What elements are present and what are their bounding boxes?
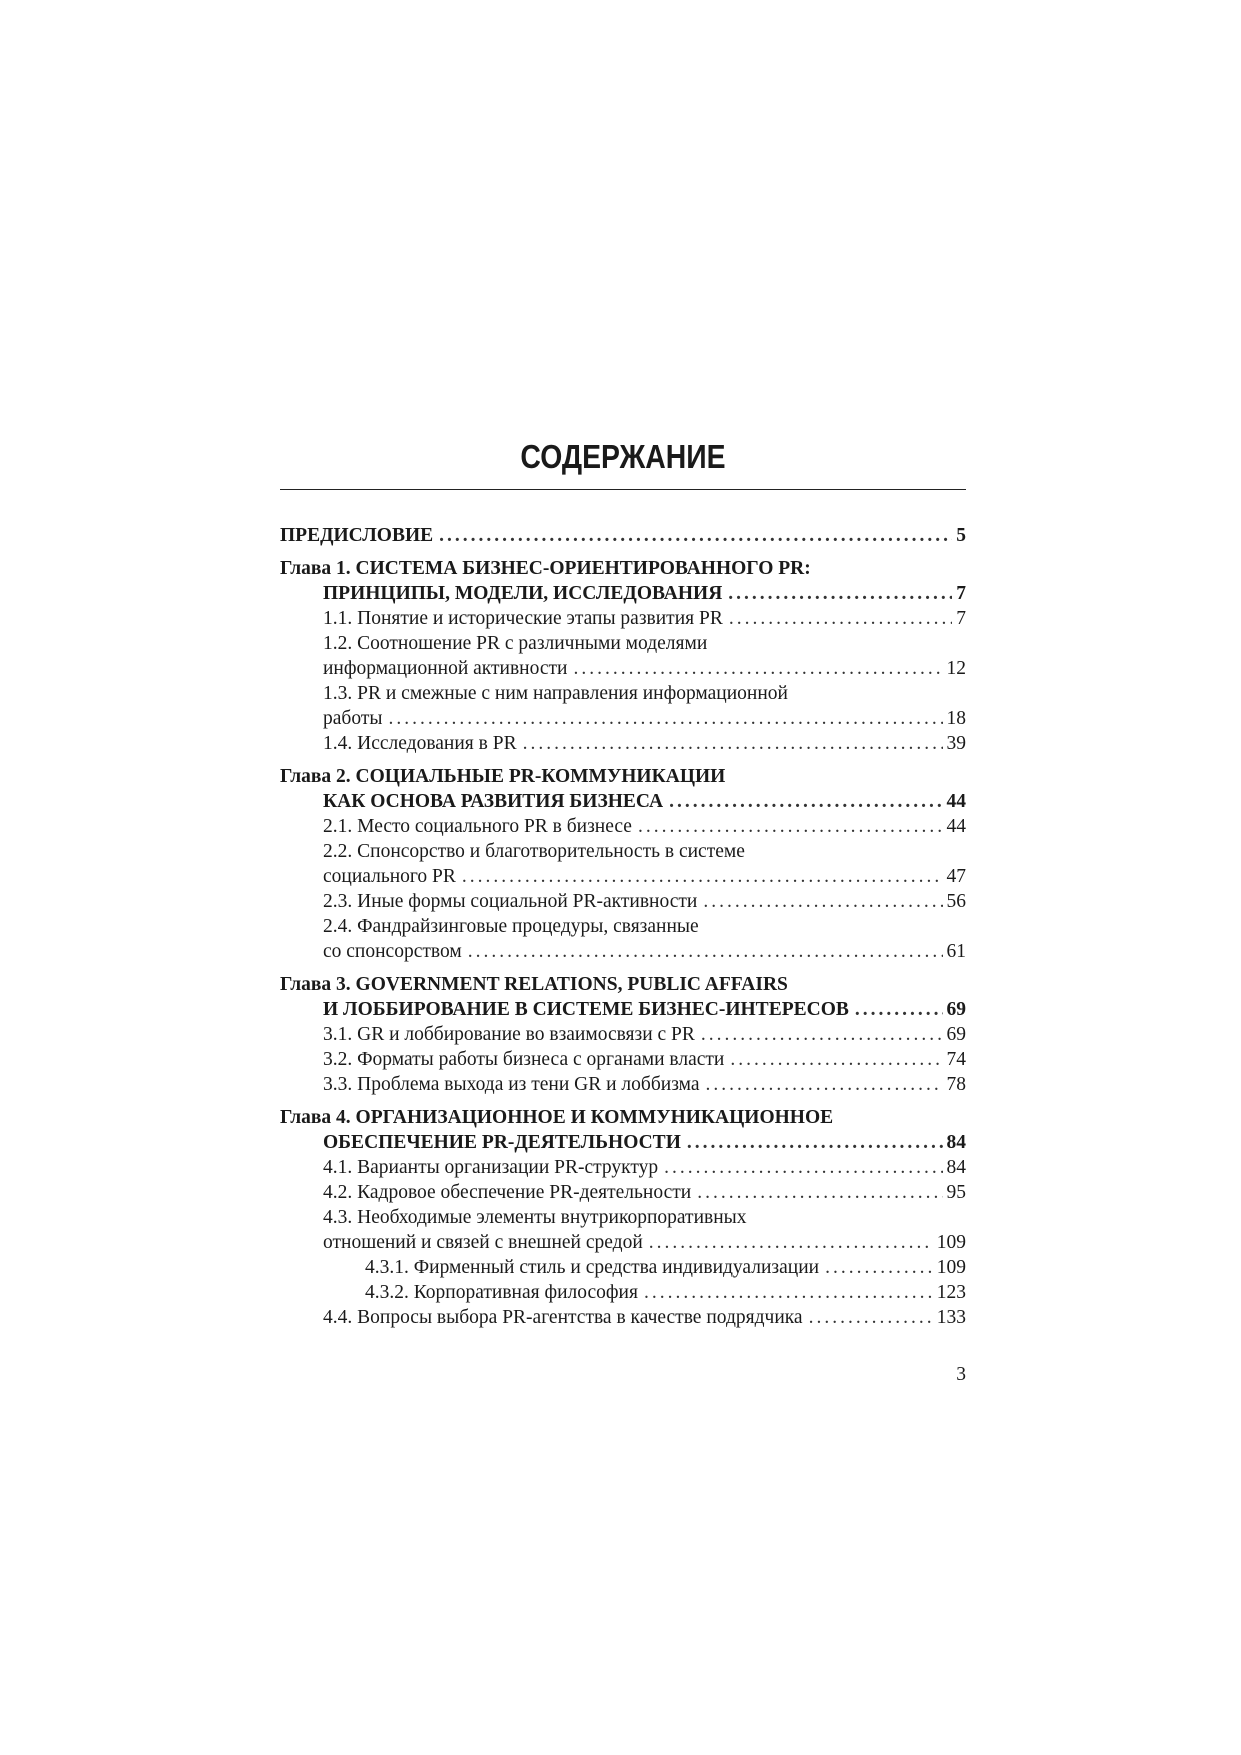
toc-chapter-heading-cont[interactable] bbox=[280, 789, 966, 814]
toc-leader-dots bbox=[730, 1047, 942, 1072]
toc-page-number: 12 bbox=[946, 658, 966, 679]
toc-section[interactable] bbox=[280, 631, 966, 656]
toc-page-number: 84 bbox=[946, 1157, 966, 1178]
toc-section[interactable] bbox=[280, 1047, 966, 1072]
toc-page-number: 5 bbox=[956, 525, 966, 546]
toc-chapter-heading[interactable] bbox=[280, 972, 966, 997]
toc-entry-title: Глава 1. СИСТЕМА БИЗНЕС-ОРИЕНТИРОВАННОГО PR: bbox=[280, 558, 811, 579]
toc-entry-title: 4.3.1. Фирменный стиль и средства индивидуализации bbox=[365, 1257, 820, 1278]
toc-section[interactable] bbox=[280, 889, 966, 914]
toc-page-number: 39 bbox=[946, 733, 966, 754]
toc-leader-dots bbox=[468, 939, 943, 964]
toc-leader-dots bbox=[825, 1255, 933, 1280]
toc-leader-dots bbox=[701, 1022, 943, 1047]
toc-page-number: 7 bbox=[956, 608, 966, 629]
toc-leader-dots bbox=[462, 864, 943, 889]
toc-entry-title: информационной активности bbox=[323, 658, 568, 679]
toc-section[interactable] bbox=[280, 606, 966, 631]
toc-page-number: 84 bbox=[946, 1132, 966, 1153]
toc-leader-dots bbox=[703, 889, 942, 914]
toc-entry-title: Глава 3. GOVERNMENT RELATIONS, PUBLIC AFFAIRS bbox=[280, 974, 788, 995]
toc-leader-dots bbox=[728, 581, 952, 606]
toc-section[interactable] bbox=[280, 839, 966, 864]
toc-page-number: 7 bbox=[956, 583, 966, 604]
toc-leader-dots bbox=[573, 656, 942, 681]
toc-section[interactable] bbox=[280, 1155, 966, 1180]
toc-entry-title: 1.2. Соотношение PR с различными моделями bbox=[323, 633, 708, 654]
toc-section-cont[interactable] bbox=[280, 864, 966, 889]
toc-leader-dots bbox=[523, 731, 943, 756]
toc-section[interactable] bbox=[280, 1205, 966, 1230]
toc-leader-dots bbox=[664, 1155, 942, 1180]
toc-page-number: 44 bbox=[946, 791, 966, 812]
toc-chapter-heading[interactable] bbox=[280, 556, 966, 581]
toc-entry-title: Глава 2. СОЦИАЛЬНЫЕ PR-КОММУНИКАЦИИ bbox=[280, 766, 726, 787]
toc-chapter-2 bbox=[280, 764, 966, 964]
toc-entry-title: 1.4. Исследования в PR bbox=[323, 733, 517, 754]
toc-page-number: 78 bbox=[946, 1074, 966, 1095]
toc-section-cont[interactable] bbox=[280, 706, 966, 731]
toc-entry-title: Глава 4. ОРГАНИЗАЦИОННОЕ И КОММУНИКАЦИОННОЕ bbox=[280, 1107, 834, 1128]
toc-entry-title: 4.3.2. Корпоративная философия bbox=[365, 1282, 638, 1303]
title-divider bbox=[280, 489, 966, 490]
toc-entry-title: 3.1. GR и лоббирование во взаимосвязи с PR bbox=[323, 1024, 695, 1045]
toc-page-number: 95 bbox=[946, 1182, 966, 1203]
toc-entry-title: ПРЕДИСЛОВИЕ bbox=[280, 525, 434, 546]
toc-subsection[interactable] bbox=[280, 1255, 966, 1280]
toc-leader-dots bbox=[697, 1180, 942, 1205]
toc-chapter-heading-cont[interactable] bbox=[280, 581, 966, 606]
toc-entry-title: 2.1. Место социального PR в бизнесе bbox=[323, 816, 632, 837]
toc-entry-preface[interactable] bbox=[280, 523, 966, 548]
toc-page-number: 44 bbox=[946, 816, 966, 837]
toc-chapter-heading[interactable] bbox=[280, 764, 966, 789]
toc-leader-dots bbox=[809, 1305, 933, 1330]
page-number: 3 bbox=[956, 1364, 966, 1385]
toc-entry-title: ОБЕСПЕЧЕНИЕ PR-ДЕЯТЕЛЬНОСТИ bbox=[323, 1132, 681, 1153]
toc-entry-title: 4.3. Необходимые элементы внутрикорпоративных bbox=[323, 1207, 747, 1228]
toc-section[interactable] bbox=[280, 1072, 966, 1097]
toc-section-cont[interactable] bbox=[280, 1230, 966, 1255]
toc-section[interactable] bbox=[280, 681, 966, 706]
toc-entry-title: 2.2. Спонсорство и благотворительность в системе bbox=[323, 841, 745, 862]
toc-page-number: 123 bbox=[936, 1282, 966, 1303]
toc-page-number: 69 bbox=[946, 1024, 966, 1045]
toc-section-cont[interactable] bbox=[280, 939, 966, 964]
toc-entry-title: 1.1. Понятие и исторические этапы развития PR bbox=[323, 608, 723, 629]
toc-section-cont[interactable] bbox=[280, 656, 966, 681]
toc-leader-dots bbox=[729, 606, 952, 631]
toc-page-number: 18 bbox=[946, 708, 966, 729]
toc-chapter-heading-cont[interactable] bbox=[280, 997, 966, 1022]
toc-page-number: 74 bbox=[946, 1049, 966, 1070]
toc-section[interactable] bbox=[280, 914, 966, 939]
toc-section[interactable] bbox=[280, 1180, 966, 1205]
toc-chapter-1 bbox=[280, 556, 966, 756]
toc-chapter-heading-cont[interactable] bbox=[280, 1130, 966, 1155]
toc-entry-title: работы bbox=[323, 708, 383, 729]
toc-leader-dots bbox=[644, 1280, 933, 1305]
toc-section[interactable] bbox=[280, 1305, 966, 1330]
toc-section[interactable] bbox=[280, 814, 966, 839]
toc-entry-title: 4.2. Кадровое обеспечение PR-деятельности bbox=[323, 1182, 692, 1203]
toc-leader-dots bbox=[638, 814, 943, 839]
toc-leader-dots bbox=[687, 1130, 943, 1155]
toc-leader-dots bbox=[388, 706, 942, 731]
toc-section[interactable] bbox=[280, 731, 966, 756]
toc-chapter-heading[interactable] bbox=[280, 1105, 966, 1130]
toc-page-number: 69 bbox=[946, 999, 966, 1020]
toc-leader-dots bbox=[439, 523, 952, 548]
toc-entry-title: со спонсорством bbox=[323, 941, 462, 962]
table-of-contents bbox=[280, 523, 966, 1330]
toc-entry-title: 4.4. Вопросы выбора PR-агентства в качестве подрядчика bbox=[323, 1307, 803, 1328]
toc-entry-title: 3.3. Проблема выхода из тени GR и лоббизма bbox=[323, 1074, 700, 1095]
toc-subsection[interactable] bbox=[280, 1280, 966, 1305]
toc-chapter-4 bbox=[280, 1105, 966, 1330]
toc-page-number: 56 bbox=[946, 891, 966, 912]
toc-entry-title: ПРИНЦИПЫ, МОДЕЛИ, ИССЛЕДОВАНИЯ bbox=[323, 583, 723, 604]
toc-page-number: 47 bbox=[946, 866, 966, 887]
toc-leader-dots bbox=[705, 1072, 942, 1097]
toc-page-number: 109 bbox=[936, 1257, 966, 1278]
toc-page-number: 133 bbox=[936, 1307, 966, 1328]
toc-leader-dots bbox=[649, 1230, 933, 1255]
toc-chapter-3 bbox=[280, 972, 966, 1097]
toc-leader-dots bbox=[855, 997, 943, 1022]
toc-page-number: 109 bbox=[936, 1232, 966, 1253]
toc-entry-title: 4.1. Варианты организации PR-структур bbox=[323, 1157, 659, 1178]
toc-entry-title: И ЛОББИРОВАНИЕ В СИСТЕМЕ БИЗНЕС-ИНТЕРЕСОВ bbox=[323, 999, 849, 1020]
toc-page-number: 61 bbox=[946, 941, 966, 962]
toc-entry-title: 2.3. Иные формы социальной PR-активности bbox=[323, 891, 698, 912]
toc-entry-title: 2.4. Фандрайзинговые процедуры, связанные bbox=[323, 916, 699, 937]
toc-section[interactable] bbox=[280, 1022, 966, 1047]
toc-entry-title: социального PR bbox=[323, 866, 456, 887]
toc-leader-dots bbox=[669, 789, 942, 814]
toc-entry-title: 1.3. PR и смежные с ним направления информационной bbox=[323, 683, 788, 704]
toc-entry-title: 3.2. Форматы работы бизнеса с органами власти bbox=[323, 1049, 725, 1070]
page-title: СОДЕРЖАНИЕ bbox=[520, 438, 726, 475]
toc-entry-title: КАК ОСНОВА РАЗВИТИЯ БИЗНЕСА bbox=[323, 791, 664, 812]
toc-entry-title: отношений и связей с внешней средой bbox=[323, 1232, 643, 1253]
